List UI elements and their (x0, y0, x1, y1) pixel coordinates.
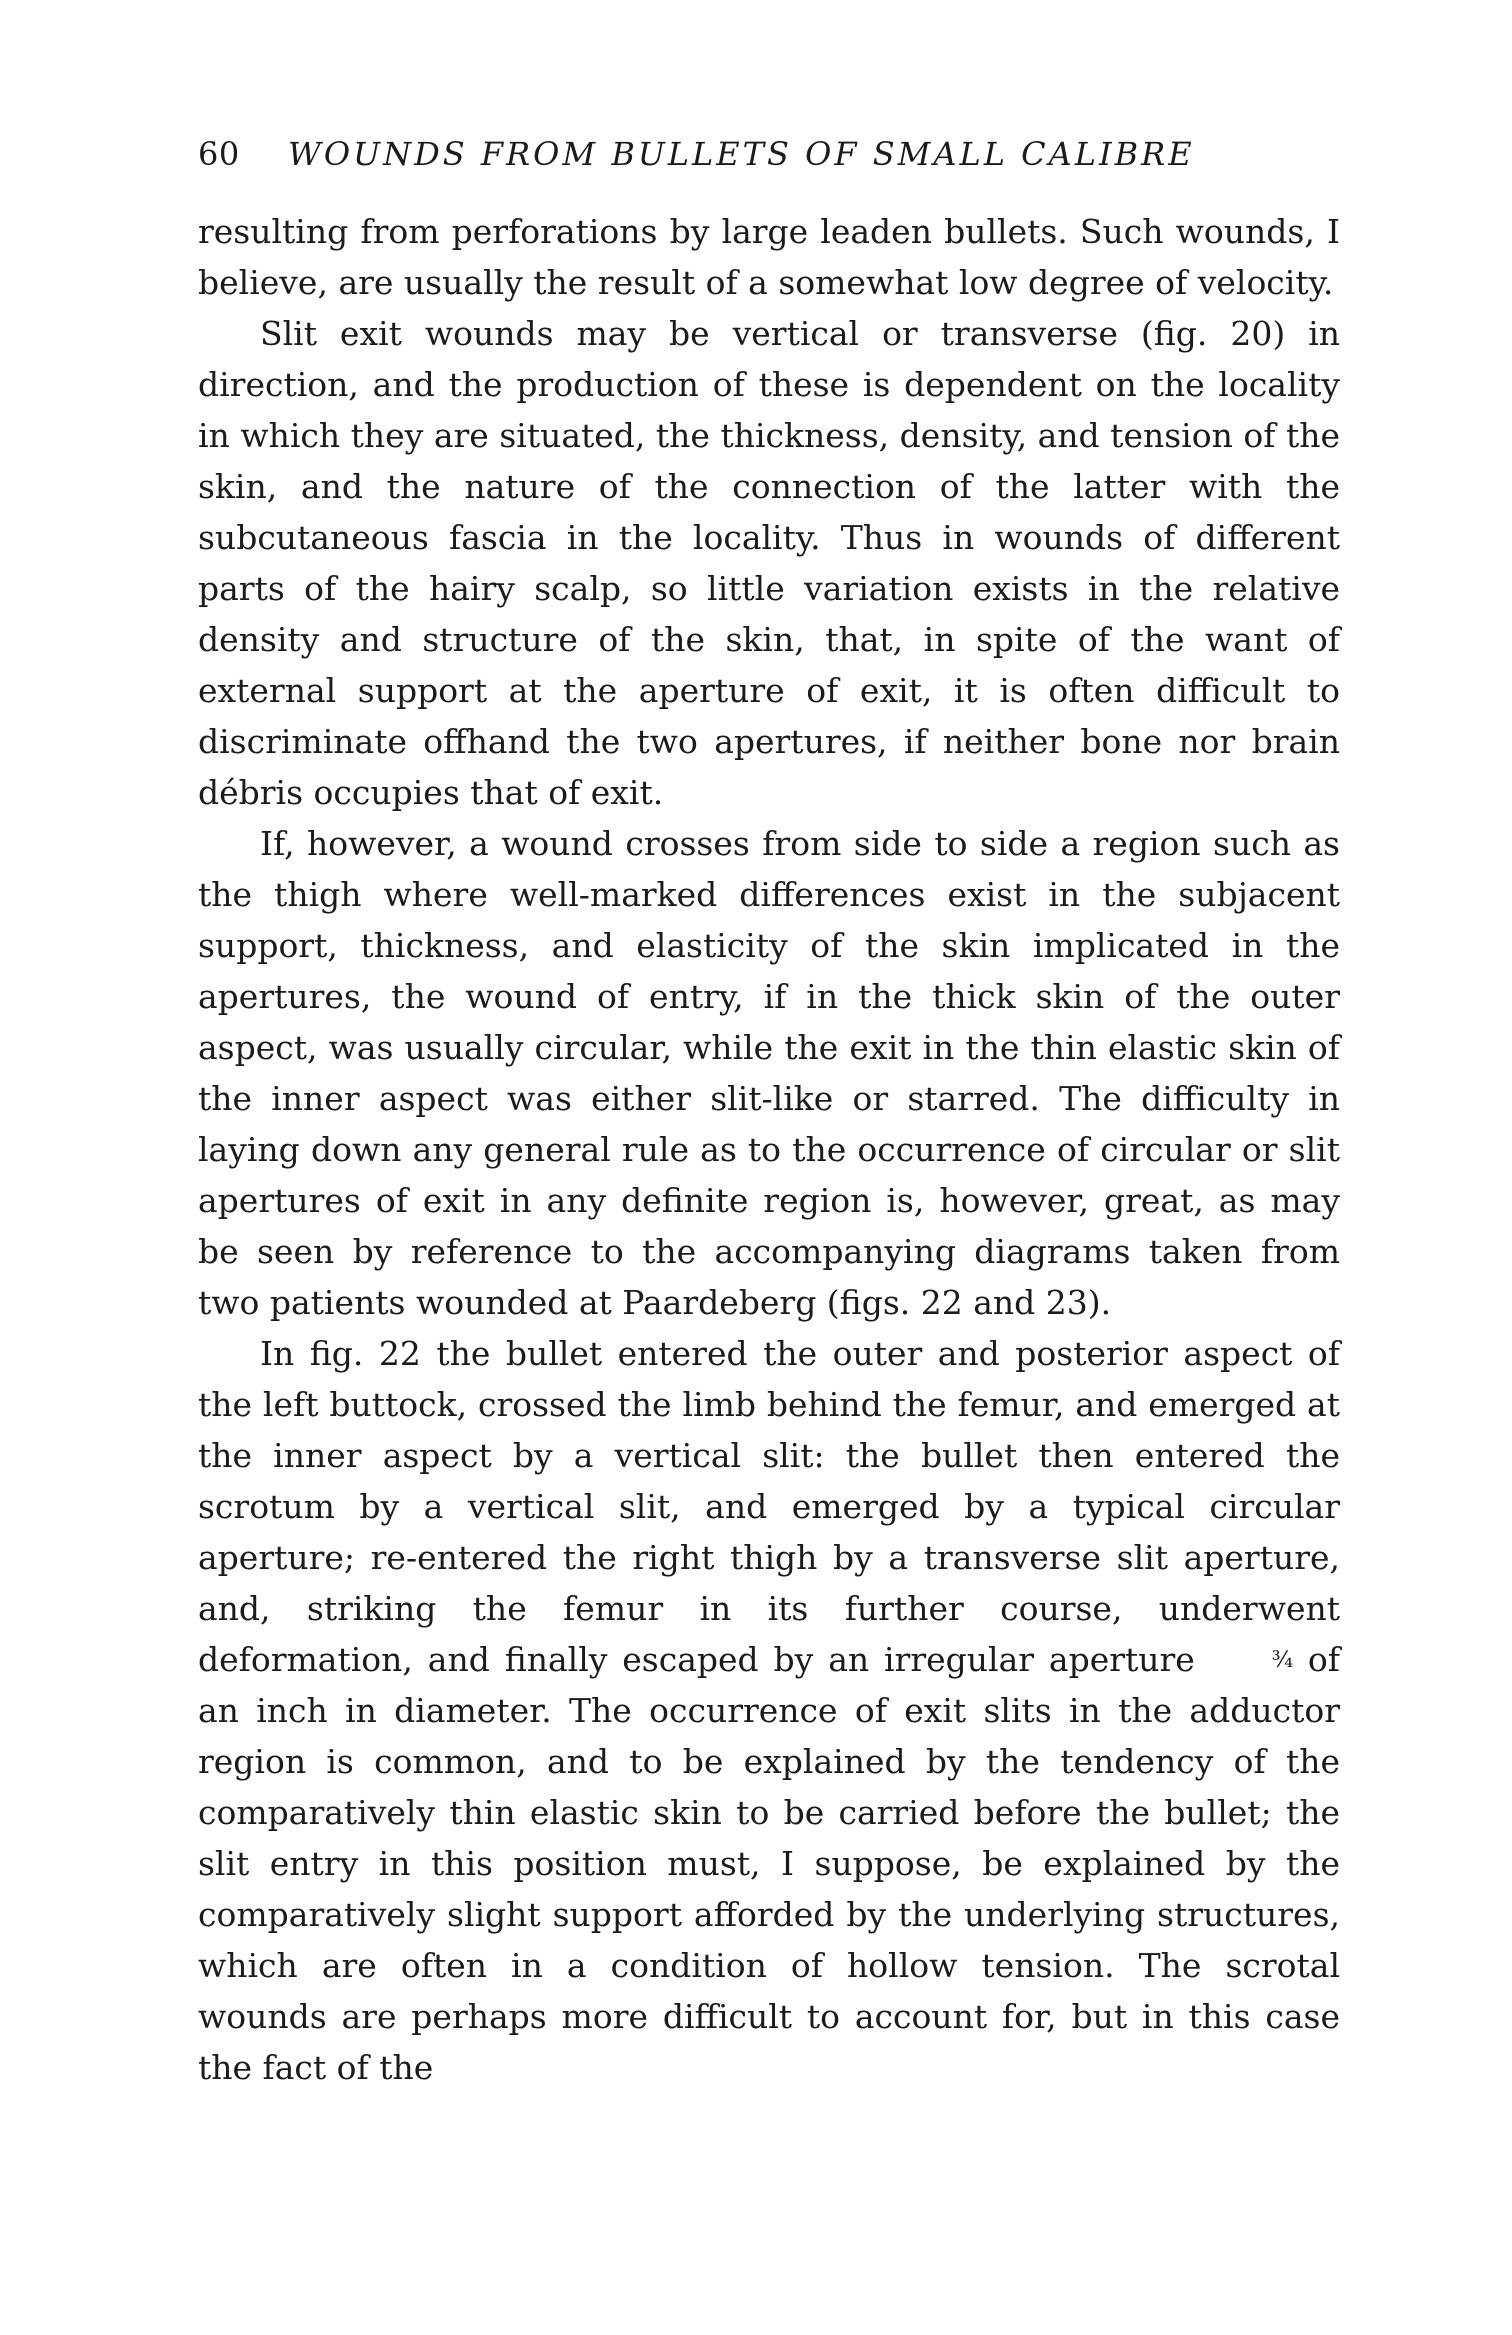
fraction-three-quarters: ¾ (1271, 1648, 1294, 1673)
paragraph-slit-exit-wounds: Slit exit wounds may be vertical or transverse (fig. 20) in direction, and the production of these is dependent on the locality in which they are situated, the thickness, density, and tension of the skin, and the nature of the connection of the latter with the subcutaneous fascia in the locality. Thus in wounds of different parts of the hairy scalp, so little variation exists in the relative density and structure of the skin, that, in spite of the want of external support at the aperture of exit, it is often difficult to discriminate offhand the two apertures, if neither bone nor brain débris occupies that of exit. (198, 314, 1340, 812)
paragraph-thigh-wounds: If, however, a wound crosses from side to side a region such as the thigh where well-marked differences exist in the subjacent support, thickness, and elasticity of the skin implicated in the apertures, the wound of entry, if in the thick skin of the outer aspect, was usually circular, while the exit in the thin elastic skin of the inner aspect was either slit-like or starred. The difficulty in laying down any general rule as to the occurrence of circular or slit apertures of exit in any definite region is, however, great, as may be seen by reference to the accompanying diagrams taken from two patients wounded at Paardeberg (figs. 22 and 23). (198, 824, 1340, 1322)
paragraph-fig-22 (198, 1328, 1340, 2093)
running-title: WOUNDS FROM BULLETS OF SMALL CALIBRE (288, 135, 1195, 173)
paragraph-fig-22-end: of an inch in diameter. The occurrence of exit slits in the adductor region is common, and to be explained by the tendency of the comparatively thin elastic skin to be carried before the bullet; the slit entry in this position must, I suppose, be explained by the comparatively slight support afforded by the underlying structures, which are often in a condition of hollow tension. The scrotal wounds are perhaps more difficult to account for, but in this case the fact of the (198, 1640, 1341, 2087)
paragraph-continued: resulting from perforations by large leaden bullets. Such wounds, I believe, are usually the result of a somewhat low degree of velocity. (198, 212, 1340, 302)
page-number: 60 (198, 135, 240, 173)
book-page (198, 130, 1340, 2093)
page-header (198, 130, 1340, 178)
paragraph-fig-22-start: In fig. 22 the bullet entered the outer and posterior aspect of the left buttock, crossed the limb behind the femur, and emerged at the inner aspect by a vertical slit: the bullet then entered the scrotum by a vertical slit, and emerged by a typical circular aperture; re-entered the right thigh by a transverse slit aperture, and, striking the femur in its further course, underwent deformation, and finally escaped by an irregular aperture (198, 1334, 1340, 1679)
body-text (198, 206, 1340, 2093)
